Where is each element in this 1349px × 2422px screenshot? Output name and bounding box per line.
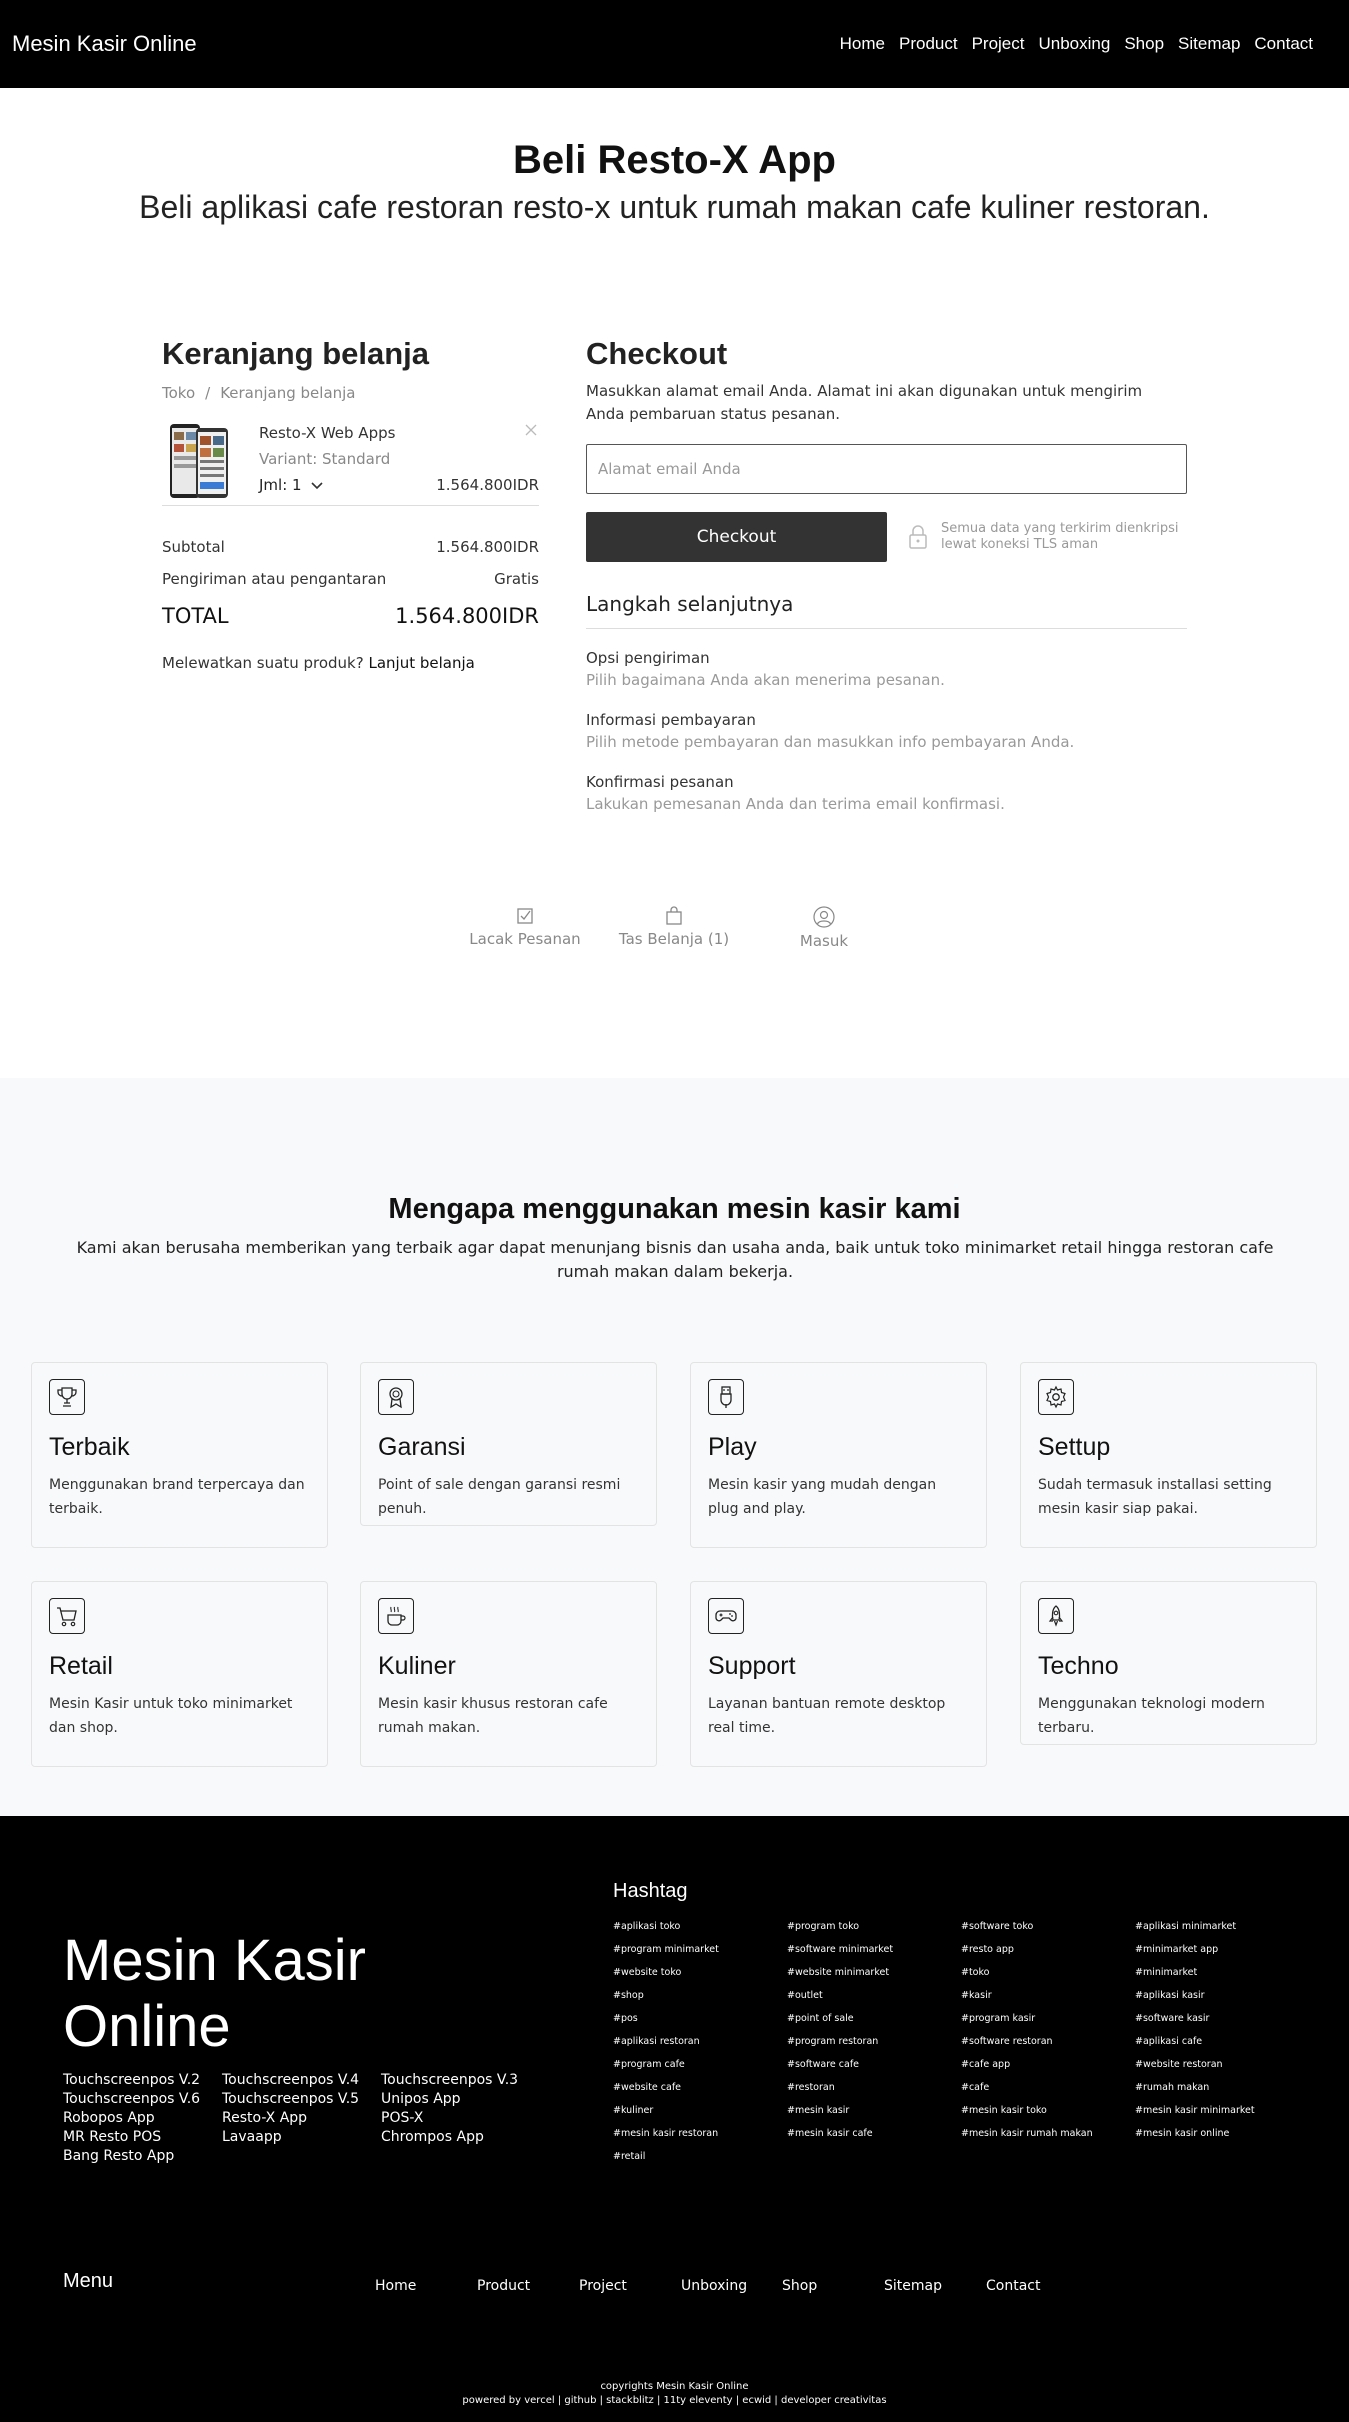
footer-menu-unboxing[interactable]: Unboxing [681,2278,748,2294]
quantity-label: Jml: 1 [259,476,302,494]
hashtag[interactable]: #program kasir [961,2013,1036,2024]
track-order-label: Lacak Pesanan [469,930,581,948]
feature-title: Retail [49,1652,113,1680]
hashtag[interactable]: #point of sale [787,2013,854,2024]
feature-card [360,1581,657,1767]
top-navbar [0,0,1349,88]
hashtag[interactable]: #minimarket [1135,1967,1198,1978]
hashtag[interactable]: #resto app [961,1944,1014,1955]
hashtag[interactable]: #software minimarket [787,1944,894,1955]
hashtag[interactable]: #aplikasi cafe [1135,2036,1203,2047]
breadcrumb [162,384,539,402]
controller-icon [708,1598,744,1634]
hashtag[interactable]: #mesin kasir minimarket [1135,2105,1255,2116]
trophy-icon [49,1379,85,1415]
checkout-button[interactable]: Checkout [586,512,887,562]
hashtag[interactable]: #website toko [613,1967,682,1978]
feature-desc: Layanan bantuan remote desktop real time. [708,1696,946,1736]
account-links [0,906,1349,966]
why-title: Mengapa menggunakan mesin kasir kami [388,1193,961,1225]
footer-menu-title: Menu [63,2270,114,2292]
hashtag[interactable]: #restoran [787,2082,835,2093]
brand-logo[interactable]: Mesin Kasir Online [12,31,197,56]
hashtag[interactable]: #mesin kasir online [1135,2128,1230,2139]
shopping-bag-link[interactable] [618,906,730,948]
nav-project[interactable]: Project [971,34,1025,53]
footer-link[interactable]: Unipos App [381,2091,461,2107]
nav-unboxing[interactable]: Unboxing [1038,34,1111,53]
hashtag[interactable]: #software cafe [787,2059,860,2070]
footer-link[interactable]: Touchscreenpos V.2 [63,2072,201,2088]
item-price: 1.564.800IDR [436,476,539,494]
footer-link[interactable]: POS-X [381,2110,424,2126]
shipping-row [162,570,539,588]
feature-desc: Menggunakan teknologi modern terbaru. [1038,1696,1265,1736]
footer-link[interactable]: MR Resto POS [63,2129,162,2145]
feature-title: Techno [1038,1652,1119,1680]
footer-link[interactable]: Chrompos App [381,2129,484,2145]
total-label: TOTAL [162,604,229,628]
feature-card [690,1362,987,1548]
next-steps-title: Langkah selanjutnya [586,592,1187,629]
feature-card [690,1581,987,1767]
hashtag[interactable]: #shop [613,1990,644,2001]
feature-card [31,1581,328,1767]
hashtag[interactable]: #cafe app [961,2059,1011,2070]
feature-card [31,1362,328,1548]
footer-link[interactable]: Lavaapp [222,2129,282,2145]
checkout-panel [586,336,1187,813]
step-desc: Pilih metode pembayaran dan masukkan info pembayaran Anda. [586,733,1075,751]
footer-link[interactable]: Touchscreenpos V.3 [381,2072,519,2088]
hashtag[interactable]: #website cafe [613,2082,682,2093]
checkbox-icon [515,906,535,926]
cart-title: Keranjang belanja [162,336,430,371]
nav-shop[interactable]: Shop [1124,34,1165,53]
step-title: Informasi pembayaran [586,711,756,729]
page-title: Beli Resto-X App [513,138,836,182]
item-variant: Variant: Standard [259,450,391,468]
footer-link[interactable]: Bang Resto App [63,2148,175,2164]
nav-sitemap[interactable]: Sitemap [1178,34,1241,53]
hashtag[interactable]: #program cafe [613,2059,685,2070]
copyright [0,2380,1349,2408]
page-subtitle: Beli aplikasi cafe restoran resto-x untuk rumah makan cafe kuliner restoran. [139,189,1210,225]
feature-title: Terbaik [49,1433,130,1461]
footer-menu-contact[interactable]: Contact [986,2278,1041,2294]
step-desc: Lakukan pemesanan Anda dan terima email konfirmasi. [586,795,1005,813]
shopping-bag-label: Tas Belanja (1) [618,930,730,948]
secure-text: Semua data yang terkirim dienkripsi lewat koneksi TLS aman [941,521,1179,552]
footer-link[interactable]: Robopos App [63,2110,155,2126]
bag-icon [664,906,684,926]
hashtag[interactable]: #software kasir [1135,2013,1210,2024]
secure-note [907,521,1181,553]
subtotal-label: Subtotal [162,538,225,556]
checkout-title: Checkout [586,336,728,371]
step-item [586,649,1187,689]
hashtag[interactable]: #toko [961,1967,990,1978]
close-icon[interactable] [523,422,539,438]
hashtag[interactable]: #outlet [787,1990,823,2001]
feature-card [1020,1362,1317,1548]
footer-menu-project[interactable]: Project [579,2278,627,2294]
footer-product-links [63,2072,543,2164]
cart-icon [49,1598,85,1634]
hashtag-list [613,1921,1313,2162]
product-thumbnail[interactable] [168,420,232,502]
footer [0,1816,1349,2422]
hashtag[interactable]: #aplikasi kasir [1135,1990,1205,2001]
subtotal-row [162,538,539,556]
hashtag[interactable]: #mesin kasir cafe [787,2128,873,2139]
hashtag[interactable]: #aplikasi minimarket [1135,1921,1237,1932]
main-nav [826,34,1313,54]
hashtag[interactable]: #software restoran [961,2036,1053,2047]
feature-card [1020,1581,1317,1745]
footer-link[interactable]: Touchscreenpos V.6 [63,2091,201,2107]
hashtag[interactable]: #program toko [787,1921,860,1932]
step-title: Opsi pengiriman [586,649,710,667]
footer-menu-shop[interactable]: Shop [782,2278,818,2294]
hashtag-title: Hashtag [613,1880,688,1902]
hashtag[interactable]: #retail [613,2151,646,2162]
feature-desc: Menggunakan brand terpercaya dan terbaik. [49,1477,305,1517]
footer-menu-home[interactable]: Home [375,2278,417,2294]
feature-desc: Mesin Kasir untuk toko minimarket dan shop. [49,1696,293,1736]
checkout-actions [586,512,1187,562]
step-desc: Pilih bagaimana Anda akan menerima pesanan. [586,671,945,689]
shop-section [0,226,1349,966]
hashtag[interactable]: #website restoran [1135,2059,1223,2070]
hashtag[interactable]: #kasir [961,1990,992,2001]
feature-desc: Point of sale dengan garansi resmi penuh. [378,1477,621,1517]
subtotal-value: 1.564.800IDR [436,538,539,556]
item-name[interactable]: Resto-X Web Apps [259,424,396,442]
continue-shopping-link[interactable]: Lanjut belanja [368,654,475,672]
feature-title: Garansi [378,1433,466,1461]
hashtag[interactable]: #kuliner [613,2105,654,2116]
hashtag[interactable]: #mesin kasir rumah makan [961,2128,1093,2139]
gear-icon [1038,1379,1074,1415]
hashtag[interactable]: #website minimarket [787,1967,890,1978]
nav-home[interactable]: Home [839,34,885,53]
feature-title: Support [708,1652,796,1680]
powered-by-text: powered by vercel | github | stackblitz | 11ty eleventy | ecwid | developer creativitas [462,2395,887,2406]
step-item [586,711,1187,751]
why-section [0,1078,1349,1816]
lock-icon [907,524,929,550]
email-field[interactable] [586,444,1187,494]
hashtag[interactable]: #mesin kasir [787,2105,850,2116]
step-title: Konfirmasi pesanan [586,773,734,791]
hashtag[interactable]: #aplikasi toko [613,1921,681,1932]
total-value: 1.564.800IDR [395,604,539,628]
shipping-value: Gratis [494,570,539,588]
footer-link[interactable]: Touchscreenpos V.4 [222,2072,360,2088]
rocket-icon [1038,1598,1074,1634]
feature-desc: Mesin kasir yang mudah dengan plug and play. [708,1477,937,1517]
cart-item [162,420,539,506]
hashtag[interactable]: #aplikasi restoran [613,2036,700,2047]
shopping-cart [162,336,539,672]
hashtag[interactable]: #program minimarket [613,1944,719,1955]
total-row [162,604,539,628]
user-icon [813,906,835,928]
breadcrumb-shop[interactable]: Toko [162,384,196,402]
feature-title: Settup [1038,1433,1111,1461]
breadcrumb-separator: / [205,384,211,402]
step-item [586,773,1187,813]
continue-shopping [162,654,539,672]
hashtag[interactable]: #software toko [961,1921,1034,1932]
breadcrumb-current: Keranjang belanja [220,384,356,402]
chevron-down-icon [310,481,324,491]
footer-link[interactable]: Resto-X App [222,2110,308,2126]
footer-link[interactable]: Touchscreenpos V.5 [222,2091,360,2107]
feature-card [360,1362,657,1526]
feature-desc: Sudah termasuk installasi setting mesin kasir siap pakai. [1038,1477,1272,1517]
quantity-select[interactable] [259,476,324,494]
missed-text: Melewatkan suatu produk? [162,654,364,672]
shipping-label: Pengiriman atau pengantaran [162,570,387,588]
checkout-description: Masukkan alamat email Anda. Alamat ini akan digunakan untuk mengirim Anda pembaruan status pesanan. [586,382,1143,423]
hashtag[interactable]: #mesin kasir toko [961,2105,1047,2116]
hashtag[interactable]: #program restoran [787,2036,879,2047]
nav-product[interactable]: Product [898,34,958,53]
login-label: Masuk [799,932,849,950]
hashtag[interactable]: #pos [613,2013,638,2024]
footer-menu-product[interactable]: Product [477,2278,531,2294]
award-icon [378,1379,414,1415]
hero [0,88,1349,226]
hashtag[interactable]: #rumah makan [1135,2082,1210,2093]
login-link[interactable] [796,906,852,950]
why-lead: Kami akan berusaha memberikan yang terbaik agar dapat menunjang bisnis dan usaha anda, baik untuk toko minimarket retail hingga restoran cafe rumah makan dalam bekerja. [76,1238,1274,1281]
nav-contact[interactable]: Contact [1254,34,1313,53]
hashtag[interactable]: #minimarket app [1135,1944,1219,1955]
hashtag[interactable]: #cafe [961,2082,990,2093]
hot-cup-icon [378,1598,414,1634]
footer-menu-sitemap[interactable]: Sitemap [884,2278,942,2294]
footer-brand: Mesin Kasir Online [63,1928,366,2059]
copyright-text: copyrights Mesin Kasir Online [600,2381,749,2392]
usb-plug-icon [708,1379,744,1415]
feature-title: Play [708,1433,757,1461]
feature-title: Kuliner [378,1652,456,1680]
track-order-link[interactable] [466,906,584,948]
hashtag[interactable]: #mesin kasir restoran [613,2128,719,2139]
feature-desc: Mesin kasir khusus restoran cafe rumah makan. [378,1696,608,1736]
